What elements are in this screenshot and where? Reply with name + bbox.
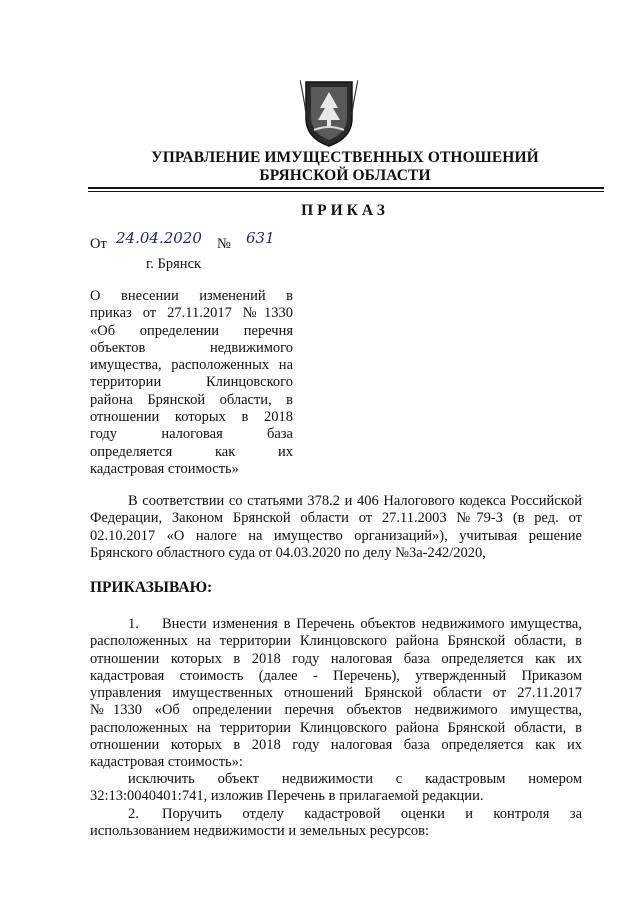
order-word: ПРИКАЗЫВАЮ: — [90, 579, 213, 596]
order-item-2 — [90, 806, 582, 841]
document-type-title: ПРИКАЗ — [301, 202, 389, 219]
subject-line: определяется как их — [90, 443, 293, 460]
date-handwritten: 24.04.2020 — [116, 229, 202, 247]
subject-line: кадастровая стоимость» — [90, 460, 239, 477]
subject-line: «Об определении перечня — [90, 322, 293, 339]
subject-line: объектов недвижимого — [90, 339, 293, 356]
subject-line: территории Клинцовского — [90, 374, 293, 391]
item-text: Внести изменения в Перечень объектов недвижимого имущества, расположенных на территории Клинцовского района Брянской области, в отношении которых в 2018 году налоговая база определяется как их кадастровая стоимость (далее - Перечень), утвержденный Приказом управления имущественных отношений Брянской области от 27.11.2017 №1330 «Об определении перечня объектов недвижимого имущества, расположенных на территории Клинцовского района Брянской области, в отношении которых в 2018 году налоговая база определяется как их кадастровая стоимость»: — [90, 616, 582, 771]
subject-line: году налоговая база — [90, 426, 293, 443]
item-number: 2. — [128, 806, 139, 822]
subject-line: О внесении изменений в — [90, 288, 293, 304]
number-label: № — [217, 236, 231, 252]
org-name-line2: БРЯНСКОЙ ОБЛАСТИ — [259, 167, 431, 184]
subject-block — [90, 288, 293, 478]
subject-line: имущества, расположенных на — [90, 357, 293, 374]
coat-of-arms-emblem — [300, 78, 358, 148]
header-rule-thin — [88, 191, 604, 192]
order-item-1 — [90, 616, 582, 772]
subject-line: района Брянской области, в — [90, 391, 293, 408]
header-rule — [88, 187, 604, 189]
preamble-paragraph: В соответствии со статьями 378.2 и 406 Налогового кодекса Российской Федерации, Законом Брянской области от 27.11.2003 №79-З (в ред. от 02.10.2017 «О налоге на имущество организаций»), учитывая решение Брянского областного суда от 04.03.2020 по делу №3а-242/2020, — [90, 493, 582, 561]
subject-line: приказ от 27.11.2017 №1330 — [90, 305, 293, 322]
number-handwritten: 631 — [246, 229, 275, 247]
item-text: Поручить отделу кадастровой оценки и контроля за использованием недвижимости и земельных ресурсов: — [90, 806, 582, 840]
org-name-line1: УПРАВЛЕНИЕ ИМУЩЕСТВЕННЫХ ОТНОШЕНИЙ — [151, 149, 539, 166]
order-item-1-action: исключить объект недвижимости с кадастровым номером 32:13:0040401:741, изложив Перечень в прилагаемой редакции. — [90, 771, 582, 805]
subject-line: отношении которых в 2018 — [90, 409, 293, 426]
item-number: 1. — [128, 616, 139, 632]
from-label: От — [90, 236, 107, 252]
city-label: г. Брянск — [146, 256, 202, 272]
